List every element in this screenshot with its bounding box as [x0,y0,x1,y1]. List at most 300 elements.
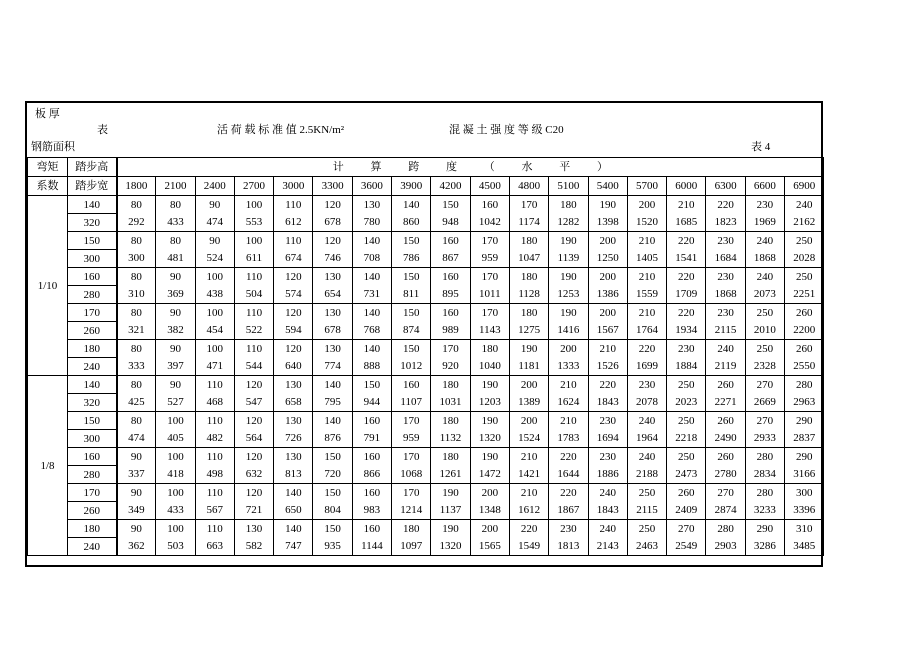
slab-thickness-cell: 140 [313,412,352,430]
slab-thickness-cell: 280 [745,448,784,466]
slab-thickness-cell: 180 [431,412,470,430]
slab-thickness-cell: 150 [352,376,391,394]
slab-thickness-cell: 160 [431,268,470,286]
slab-thickness-cell: 120 [313,232,352,250]
slab-thickness-cell: 230 [588,412,627,430]
steel-area-cell: 1320 [431,538,470,556]
steel-area-cell: 582 [234,538,273,556]
table-row [28,430,824,448]
steel-area-cell: 2078 [627,394,666,412]
slab-thickness-cell: 240 [785,196,824,214]
slab-thickness-cell: 230 [549,520,588,538]
slab-thickness-cell: 250 [745,340,784,358]
slab-thickness-cell: 90 [195,232,234,250]
table-row [28,250,824,268]
steel-area-cell: 1685 [667,214,706,232]
steel-area-cell: 468 [195,394,234,412]
steel-area-cell: 1624 [549,394,588,412]
step-height: 180 [68,340,117,358]
steel-area-cell: 721 [234,502,273,520]
slab-thickness-cell: 200 [509,376,548,394]
steel-area-cell: 2409 [667,502,706,520]
steel-area-cell: 1253 [549,286,588,304]
steel-area-cell: 349 [117,502,156,520]
table-row [28,412,824,430]
table-row [28,376,824,394]
table-row [28,232,824,250]
slab-thickness-cell: 250 [745,304,784,322]
slab-thickness-cell: 150 [392,304,431,322]
steel-area-cell: 3233 [745,502,784,520]
steel-area-cell: 369 [156,286,195,304]
slab-thickness-cell: 230 [706,304,745,322]
slab-thickness-cell: 250 [785,232,824,250]
steel-area-cell: 888 [352,358,391,376]
steel-area-cell: 1174 [509,214,548,232]
steel-area-cell: 1416 [549,322,588,340]
steel-area-cell: 1843 [588,502,627,520]
steel-area-cell: 1144 [352,538,391,556]
steel-area-cell: 574 [274,286,313,304]
slab-thickness-cell: 250 [785,268,824,286]
steel-area-cell: 1261 [431,466,470,484]
steel-area-cell: 504 [234,286,273,304]
steel-area-cell: 524 [195,250,234,268]
steel-area-cell: 3396 [785,502,824,520]
steel-area-cell: 768 [352,322,391,340]
steel-area-cell: 674 [274,250,313,268]
slab-thickness-cell: 310 [785,520,824,538]
steel-area-cell: 321 [117,322,156,340]
slab-thickness-cell: 230 [588,448,627,466]
steel-area-cell: 959 [470,250,509,268]
slab-thickness-cell: 90 [195,196,234,214]
step-height: 170 [68,484,117,502]
steel-area-cell: 382 [156,322,195,340]
steel-area-cell: 2115 [706,322,745,340]
steel-area-cell: 544 [234,358,273,376]
steel-area-cell: 747 [274,538,313,556]
steel-area-cell: 522 [234,322,273,340]
slab-thickness-cell: 220 [549,484,588,502]
steel-area-cell: 2669 [745,394,784,412]
steel-area-cell: 553 [234,214,273,232]
slab-thickness-cell: 280 [745,484,784,502]
header-concrete-grade: 混 凝 土 强 度 等 级 C20 [449,124,564,136]
span-header-cell: 2400 [195,177,234,196]
slab-thickness-cell: 160 [431,304,470,322]
slab-thickness-cell: 130 [274,412,313,430]
span-header-cell: 2100 [156,177,195,196]
slab-thickness-cell: 230 [706,268,745,286]
steel-area-cell: 2010 [745,322,784,340]
steel-area-cell: 1520 [627,214,666,232]
slab-thickness-cell: 150 [392,340,431,358]
table-row [28,502,824,520]
steel-area-cell: 433 [156,214,195,232]
slab-thickness-cell: 250 [667,376,706,394]
span-header-cell: 5400 [588,177,627,196]
slab-thickness-cell: 150 [392,232,431,250]
slab-thickness-cell: 110 [195,376,234,394]
slab-thickness-cell: 180 [509,268,548,286]
slab-thickness-cell: 130 [313,340,352,358]
slab-thickness-cell: 180 [509,232,548,250]
slab-thickness-cell: 170 [392,412,431,430]
steel-area-cell: 654 [313,286,352,304]
step-header-1: 踏步高 [68,158,117,177]
slab-thickness-cell: 180 [470,340,509,358]
steel-area-cell: 983 [352,502,391,520]
slab-thickness-cell: 190 [549,304,588,322]
steel-area-cell: 1867 [549,502,588,520]
slab-thickness-cell: 220 [509,520,548,538]
steel-area-cell: 3166 [785,466,824,484]
span-header-cell: 1800 [117,177,156,196]
steel-area-cell: 594 [274,322,313,340]
steel-area-cell: 2549 [667,538,706,556]
moment-header-1: 弯矩 [28,158,68,177]
slab-thickness-cell: 190 [549,232,588,250]
slab-thickness-cell: 290 [785,412,824,430]
steel-area-cell: 1389 [509,394,548,412]
steel-area-cell: 425 [117,394,156,412]
steel-area-cell: 1421 [509,466,548,484]
steel-area-cell: 3485 [785,538,824,556]
steel-area-cell: 300 [117,250,156,268]
slab-thickness-cell: 200 [549,340,588,358]
steel-area-cell: 1559 [627,286,666,304]
steel-area-cell: 1813 [549,538,588,556]
slab-thickness-cell: 170 [392,448,431,466]
slab-thickness-cell: 160 [352,412,391,430]
steel-area-cell: 804 [313,502,352,520]
steel-area-cell: 474 [117,430,156,448]
slab-thickness-cell: 80 [156,196,195,214]
slab-thickness-cell: 240 [745,268,784,286]
steel-area-cell: 1541 [667,250,706,268]
slab-thickness-cell: 250 [667,412,706,430]
step-height: 150 [68,412,117,430]
step-width: 320 [68,394,117,412]
reinforcement-table-sheet [25,101,823,567]
slab-thickness-cell: 110 [274,232,313,250]
slab-thickness-cell: 210 [627,232,666,250]
step-width: 240 [68,538,117,556]
slab-thickness-cell: 110 [234,304,273,322]
span-header-cell: 2700 [234,177,273,196]
slab-thickness-cell: 90 [156,268,195,286]
slab-thickness-cell: 150 [313,484,352,502]
slab-thickness-cell: 260 [667,484,706,502]
table-row [28,466,824,484]
steel-area-cell: 1567 [588,322,627,340]
steel-area-cell: 482 [195,430,234,448]
slab-thickness-cell: 100 [195,268,234,286]
steel-area-cell: 1275 [509,322,548,340]
steel-area-cell: 1132 [431,430,470,448]
table-row [28,196,824,214]
steel-area-cell: 876 [313,430,352,448]
steel-area-cell: 2200 [785,322,824,340]
header-line1: 板 厚 [35,108,60,120]
slab-thickness-cell: 190 [470,412,509,430]
steel-area-cell: 663 [195,538,234,556]
slab-thickness-cell: 80 [117,376,156,394]
slab-thickness-cell: 80 [117,232,156,250]
step-height: 150 [68,232,117,250]
slab-thickness-cell: 120 [274,268,313,286]
slab-thickness-cell: 80 [117,304,156,322]
slab-thickness-cell: 110 [195,520,234,538]
steel-area-cell: 1934 [667,322,706,340]
slab-thickness-cell: 170 [470,268,509,286]
slab-thickness-cell: 230 [667,340,706,358]
slab-thickness-cell: 100 [234,196,273,214]
steel-area-cell: 481 [156,250,195,268]
steel-area-cell: 2963 [785,394,824,412]
steel-area-cell: 746 [313,250,352,268]
span-header-cell: 3300 [313,177,352,196]
steel-area-cell: 564 [234,430,273,448]
steel-area-cell: 1886 [588,466,627,484]
table-row [28,448,824,466]
steel-area-cell: 1203 [470,394,509,412]
steel-area-cell: 1137 [431,502,470,520]
steel-area-cell: 1526 [588,358,627,376]
step-width: 280 [68,286,117,304]
header-table-number: 表 4 [751,141,771,153]
slab-thickness-cell: 270 [706,484,745,502]
steel-area-cell: 1333 [549,358,588,376]
slab-thickness-cell: 250 [627,520,666,538]
steel-area-cell: 1031 [431,394,470,412]
steel-area-cell: 612 [274,214,313,232]
steel-area-cell: 1320 [470,430,509,448]
slab-thickness-cell: 190 [470,448,509,466]
slab-thickness-cell: 140 [352,268,391,286]
steel-area-cell: 2550 [785,358,824,376]
table-row [28,322,824,340]
steel-area-cell: 874 [392,322,431,340]
slab-thickness-cell: 170 [470,232,509,250]
steel-area-cell: 791 [352,430,391,448]
slab-thickness-cell: 260 [706,412,745,430]
span-header-cell: 6000 [667,177,706,196]
steel-area-cell: 1386 [588,286,627,304]
steel-area-cell: 3286 [745,538,784,556]
steel-area-cell: 1107 [392,394,431,412]
moment-coefficient: 1/8 [28,376,68,556]
step-width: 320 [68,214,117,232]
steel-area-cell: 474 [195,214,234,232]
slab-thickness-cell: 270 [745,376,784,394]
steel-area-cell: 867 [431,250,470,268]
steel-area-cell: 866 [352,466,391,484]
steel-area-cell: 720 [313,466,352,484]
span-header-cell: 3600 [352,177,391,196]
slab-thickness-cell: 90 [117,520,156,538]
slab-thickness-cell: 160 [470,196,509,214]
span-header-cell: 3900 [392,177,431,196]
steel-area-cell: 786 [392,250,431,268]
steel-area-cell: 1097 [392,538,431,556]
steel-area-cell: 920 [431,358,470,376]
steel-area-cell: 1047 [509,250,548,268]
steel-area-cell: 292 [117,214,156,232]
header-table-word: 表 [97,124,108,136]
slab-thickness-cell: 210 [549,412,588,430]
steel-area-cell: 1783 [549,430,588,448]
slab-thickness-cell: 130 [352,196,391,214]
steel-area-cell: 2188 [627,466,666,484]
slab-thickness-cell: 290 [745,520,784,538]
steel-area-cell: 1969 [745,214,784,232]
slab-thickness-cell: 200 [470,484,509,502]
steel-area-cell: 333 [117,358,156,376]
steel-area-cell: 1012 [392,358,431,376]
steel-area-cell: 944 [352,394,391,412]
slab-thickness-cell: 230 [745,196,784,214]
span-header-cell: 4200 [431,177,470,196]
slab-thickness-cell: 210 [667,196,706,214]
slab-thickness-cell: 110 [195,412,234,430]
slab-thickness-cell: 200 [588,268,627,286]
slab-thickness-cell: 100 [195,304,234,322]
steel-area-cell: 1549 [509,538,548,556]
slab-thickness-cell: 100 [156,448,195,466]
table-row [28,538,824,556]
steel-area-cell: 1068 [392,466,431,484]
steel-area-cell: 547 [234,394,273,412]
steel-area-cell: 632 [234,466,273,484]
slab-thickness-cell: 280 [706,520,745,538]
slab-thickness-cell: 180 [549,196,588,214]
slab-thickness-cell: 200 [627,196,666,214]
table-row [28,268,824,286]
steel-area-cell: 1405 [627,250,666,268]
slab-thickness-cell: 220 [667,232,706,250]
slab-thickness-cell: 180 [431,448,470,466]
slab-thickness-cell: 150 [313,520,352,538]
slab-thickness-cell: 90 [156,304,195,322]
slab-thickness-cell: 120 [234,412,273,430]
slab-thickness-cell: 260 [706,376,745,394]
steel-area-cell: 1884 [667,358,706,376]
steel-area-cell: 2834 [745,466,784,484]
steel-area-cell: 1764 [627,322,666,340]
steel-area-cell: 780 [352,214,391,232]
steel-area-cell: 935 [313,538,352,556]
steel-area-cell: 433 [156,502,195,520]
steel-area-cell: 2162 [785,214,824,232]
steel-area-cell: 959 [392,430,431,448]
steel-area-cell: 2028 [785,250,824,268]
span-header-cell: 5100 [549,177,588,196]
slab-thickness-cell: 240 [706,340,745,358]
slab-thickness-cell: 210 [549,376,588,394]
steel-area-cell: 2837 [785,430,824,448]
step-height: 170 [68,304,117,322]
steel-area-cell: 498 [195,466,234,484]
slab-thickness-cell: 160 [392,376,431,394]
header-live-load: 活 荷 载 标 准 值 2.5KN/m² [217,124,345,136]
span-title: 计 算 跨 度 （ 水 平 ） [117,158,824,177]
steel-area-cell: 1143 [470,322,509,340]
steel-area-cell: 1823 [706,214,745,232]
slab-thickness-cell: 120 [313,196,352,214]
slab-thickness-cell: 130 [234,520,273,538]
slab-thickness-cell: 130 [313,268,352,286]
steel-area-cell: 1868 [745,250,784,268]
steel-area-cell: 362 [117,538,156,556]
slab-thickness-cell: 190 [431,484,470,502]
steel-area-cell: 678 [313,214,352,232]
slab-thickness-cell: 140 [274,520,313,538]
slab-thickness-cell: 240 [627,412,666,430]
table-row [28,484,824,502]
slab-thickness-cell: 300 [785,484,824,502]
step-header-2: 踏步宽 [68,177,117,196]
steel-area-cell: 795 [313,394,352,412]
steel-area-cell: 640 [274,358,313,376]
slab-thickness-cell: 210 [588,340,627,358]
slab-thickness-cell: 180 [392,520,431,538]
slab-thickness-cell: 150 [431,196,470,214]
steel-area-cell: 1709 [667,286,706,304]
slab-thickness-cell: 90 [117,484,156,502]
step-height: 140 [68,376,117,394]
step-width: 300 [68,250,117,268]
slab-thickness-cell: 80 [117,268,156,286]
steel-area-cell: 2251 [785,286,824,304]
moment-coefficient: 1/10 [28,196,68,376]
slab-thickness-cell: 260 [706,448,745,466]
slab-thickness-cell: 200 [588,304,627,322]
span-table [27,157,824,556]
slab-thickness-cell: 160 [352,520,391,538]
slab-thickness-cell: 130 [274,448,313,466]
steel-area-cell: 337 [117,466,156,484]
slab-thickness-cell: 120 [234,448,273,466]
step-height: 180 [68,520,117,538]
slab-thickness-cell: 120 [274,340,313,358]
table-row [28,286,824,304]
slab-thickness-cell: 80 [156,232,195,250]
steel-area-cell: 731 [352,286,391,304]
slab-thickness-cell: 170 [431,340,470,358]
slab-thickness-cell: 190 [509,340,548,358]
steel-area-cell: 567 [195,502,234,520]
slab-thickness-cell: 150 [313,448,352,466]
steel-area-cell: 1565 [470,538,509,556]
steel-area-cell: 2328 [745,358,784,376]
steel-area-cell: 2073 [745,286,784,304]
steel-area-cell: 2490 [706,430,745,448]
steel-area-cell: 1699 [627,358,666,376]
steel-area-cell: 948 [431,214,470,232]
step-height: 160 [68,448,117,466]
slab-thickness-cell: 100 [156,520,195,538]
slab-thickness-cell: 200 [509,412,548,430]
steel-area-cell: 1282 [549,214,588,232]
slab-thickness-cell: 100 [195,340,234,358]
steel-area-cell: 611 [234,250,273,268]
steel-area-cell: 1214 [392,502,431,520]
steel-area-cell: 2463 [627,538,666,556]
steel-area-cell: 658 [274,394,313,412]
steel-area-cell: 2143 [588,538,627,556]
